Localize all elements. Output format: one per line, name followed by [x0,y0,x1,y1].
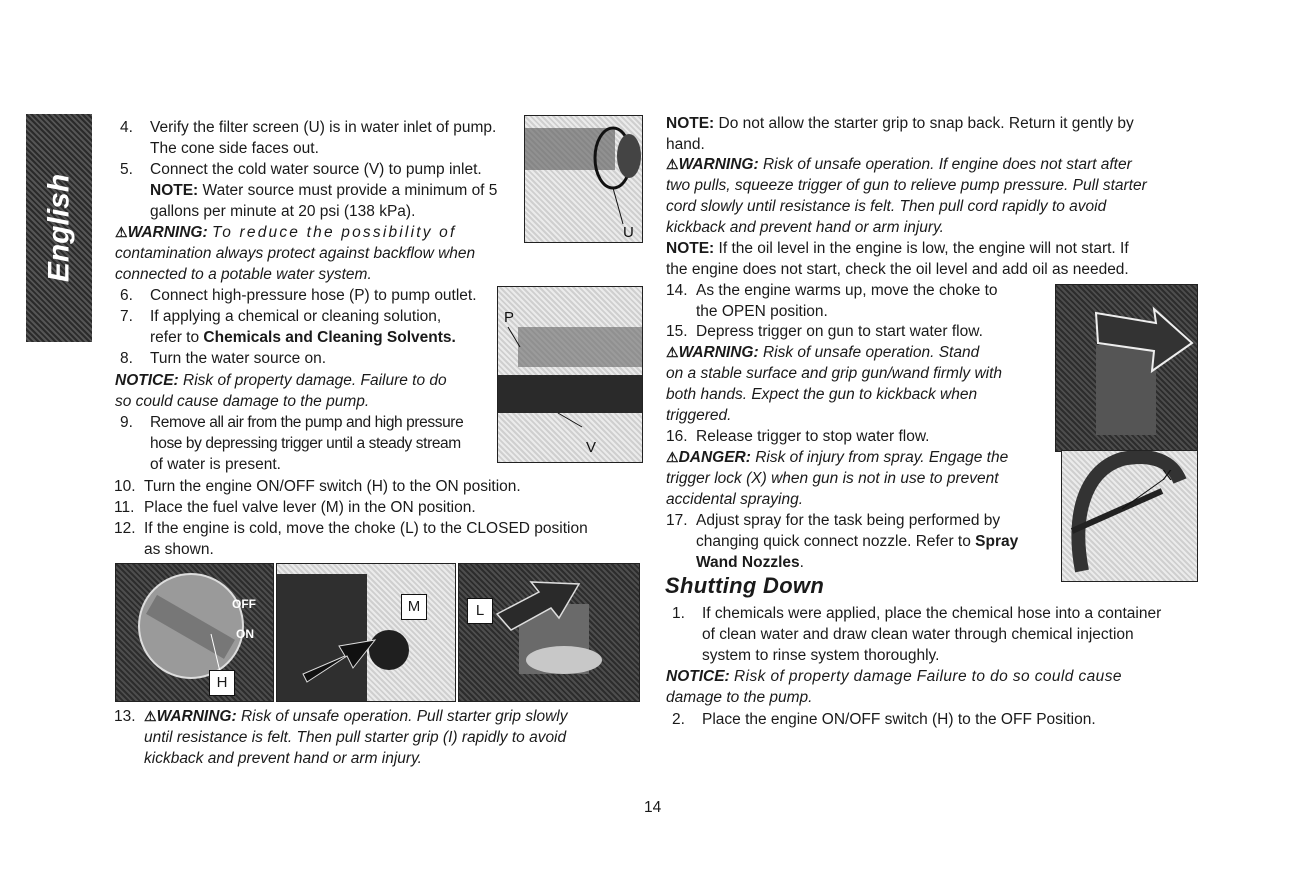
step-16: 16. Release trigger to stop water flow. [666,428,930,445]
off-label: OFF [232,597,256,611]
step-17: 17. Adjust spray for the task being performed by changing quick connect nozzle. Refer to Spray Wand Nozzles. [666,512,1019,571]
warning-triangle-icon: ⚠ [115,224,128,240]
step-13-warning: 13. ⚠WARNING: Risk of unsafe operation. Pull starter grip slowly until resistance is felt. Then pull starter grip (I) rapidly to avoid kickback and prevent hand or arm injury. [114,708,568,767]
callout-v: V [586,439,597,456]
trigger-lock-image [1061,450,1198,582]
filter-screen-image [524,115,643,243]
note-oil-level: NOTE: If the oil level in the engine is low, the engine will not start. If the engine does not start, check the oil level and add oil as needed. [666,240,1129,278]
choke-open-image [1055,284,1198,452]
step-11: 11. Place the fuel valve lever (M) in the ON position. [114,499,476,516]
warning-triangle-icon: ⚠ [666,156,679,172]
step-14: 14. As the engine warms up, move the choke to the OPEN position. [666,282,998,320]
on-off-switch-image [115,563,274,702]
danger-spray: ⚠DANGER: Risk of injury from spray. Engage the trigger lock (X) when gun is not in use to prevent accidental spraying. [666,449,1009,508]
warning-triangle-icon: ⚠ [666,344,679,360]
shutdown-step-1: 1. If chemicals were applied, place the chemical hose into a container of clean water and draw clean water through chemical injection system to rinse system thoroughly. [672,605,1162,664]
callout-x: X [1162,467,1173,484]
note-water-source: NOTE: Water source must provide a minimum of 5 gallons per minute at 20 psi (138 kPa). [150,182,498,220]
language-tab [26,114,92,342]
warning-engine-start: ⚠WARNING: Risk of unsafe operation. If engine does not start after two pulls, squeeze trigger of gun to relieve pump pressure. Pull starter cord slowly until resistance is felt. Then pull cord rapidly to avoid kickback and prevent hand or arm injury. [666,156,1147,236]
callout-m: M [401,594,427,620]
warning-backflow: ⚠WARNING: To reduce the possibility of contamination always protect against backflow when connected to a potable water system. [115,224,476,283]
step-9: 9. Remove all air from the pump and high pressure hose by depressing trigger until a steady stream of water is present. [120,414,464,473]
callout-u: U [623,224,634,241]
choke-image [458,563,640,702]
notice-property-damage: NOTICE: Risk of property damage Failure to do so could cause damage to the pump. [666,668,1122,706]
notice-pump: NOTICE: Risk of property damage. Failure to do so could cause damage to the pump. [115,372,447,410]
page-number: 14 [644,799,662,816]
callout-h: H [209,670,235,696]
section-heading-shutting-down: Shutting Down [665,573,825,598]
pump-outlet-image [497,286,643,463]
fuel-valve-image [276,563,456,702]
warning-triangle-icon: ⚠ [144,708,157,724]
step-10: 10. Turn the engine ON/OFF switch (H) to the ON position. [114,478,521,495]
step-15: 15. Depress trigger on gun to start water flow. [666,323,983,340]
step-4: 4. Verify the filter screen (U) is in water inlet of pump. The cone side faces out. [120,119,497,157]
step-6: 6. Connect high-pressure hose (P) to pump outlet. [120,287,477,304]
warning-stable-surface: ⚠WARNING: Risk of unsafe operation. Stand on a stable surface and grip gun/wand firmly with both hands. Expect the gun to kickback when triggered. [666,344,1003,424]
callout-p: P [504,309,515,326]
step-12: 12. If the engine is cold, move the choke (L) to the CLOSED position as shown. [114,520,588,558]
on-label: ON [236,627,254,641]
callout-l: L [467,598,493,624]
danger-triangle-icon: ⚠ [666,449,679,465]
step-7: 7. If applying a chemical or cleaning solution, refer to Chemicals and Cleaning Solvents. [120,308,456,346]
step-8: 8. Turn the water source on. [120,350,327,367]
language-tab-label: English [42,173,76,283]
step-5: 5. Connect the cold water source (V) to pump inlet. [120,161,482,178]
note-starter-grip: NOTE: Do not allow the starter grip to snap back. Return it gently by hand. [666,115,1134,153]
shutdown-step-2: 2. Place the engine ON/OFF switch (H) to the OFF Position. [672,711,1096,728]
